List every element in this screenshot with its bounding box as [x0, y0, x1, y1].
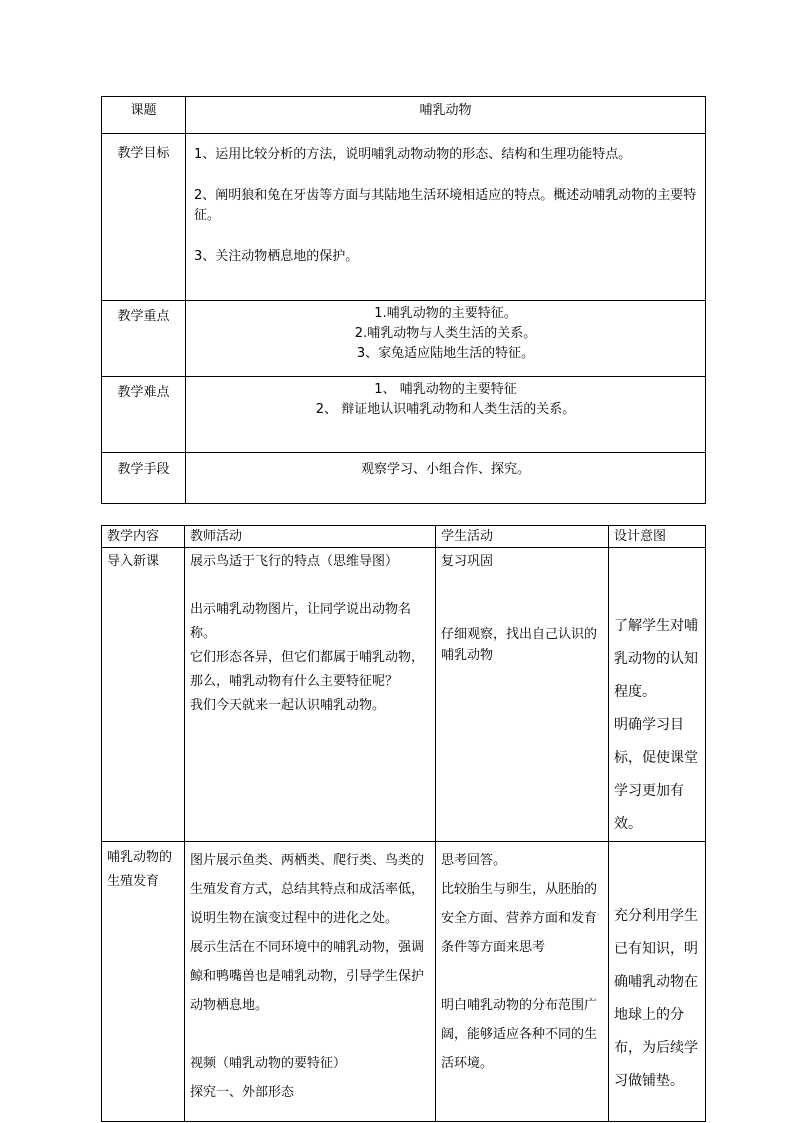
difficulty-item: 2、 辩证地认识哺乳动物和人类生活的关系。 [315, 402, 576, 417]
content-cell: 导入新课 [102, 548, 185, 842]
table-header-row [102, 526, 706, 548]
key-points-cell [186, 301, 706, 377]
objective-item: 3、关注动物栖息地的保护。 [194, 249, 359, 264]
objectives-label: 教学目标 [102, 134, 186, 301]
objective-item: 1、运用比较分析的方法，说明哺乳动物动物的形态、结构和生理功能特点。 [194, 147, 632, 162]
objective-item: 2、阐明狼和兔在牙齿等方面与其陆地生活环境相适应的特点。概述动哺乳动物的主要特征。 [194, 188, 697, 223]
teacher-activity-cell [185, 548, 436, 842]
teacher-step: 展示生活在不同环境中的哺乳动物，强调鲸和鸭嘴兽也是哺乳动物，引导学生保护动物栖息地。 [190, 940, 425, 1013]
student-step: 比较胎生与卵生，从胚胎的安全方面、营养方面和发育条件等方面来思考 [441, 882, 598, 955]
student-step: 仔细观察，找出自己认识的哺乳动物 [441, 627, 598, 663]
teacher-step: 探究一、外部形态 [190, 1085, 295, 1100]
key-points-label: 教学重点 [102, 301, 186, 377]
header-content: 教学内容 [102, 526, 185, 548]
difficulty-item: 1、 哺乳动物的主要特征 [374, 382, 517, 397]
teacher-step: 它们形态各异，但它们都属于哺乳动物，那么，哺乳动物有什么主要特征呢？ [190, 650, 425, 689]
teacher-step: 我们今天就来一起认识哺乳动物。 [190, 698, 386, 713]
teacher-step: 出示哺乳动物图片，让同学说出动物名称。 [190, 602, 412, 641]
key-point-item: 1.哺乳动物的主要特征。 [374, 306, 517, 321]
design-intent-cell [609, 842, 706, 1122]
table-row-intro [102, 548, 706, 842]
teacher-step: 图片展示鱼类、两栖类、爬行类、鸟类的生殖发育方式，总结其特点和成活率低，说明生物在演变过程中的进化之处。 [190, 853, 425, 926]
student-activity-cell [436, 842, 609, 1122]
teacher-step: 展示鸟适于飞行的特点（思维导图） [190, 554, 399, 569]
topic-label: 课题 [102, 97, 186, 134]
topic-value: 哺乳动物 [186, 97, 706, 134]
header-intent: 设计意图 [609, 526, 706, 548]
intent-item: 明确学习目标，促使课堂学习更加有效。 [614, 717, 698, 832]
content-cell: 哺乳动物的生殖发育 [102, 842, 185, 1122]
objectives-cell [186, 134, 706, 301]
methods-row [102, 453, 706, 504]
header-teacher: 教师活动 [185, 526, 436, 548]
teacher-activity-cell [185, 842, 436, 1122]
key-points-row [102, 301, 706, 377]
student-step: 明白哺乳动物的分布范围广阔，能够适应各种不同的生活环境。 [441, 998, 598, 1071]
teacher-step: 视频（哺乳动物的要特征） [190, 1056, 347, 1071]
header-student: 学生活动 [436, 526, 609, 548]
topic-row [102, 97, 706, 134]
difficulties-cell [186, 377, 706, 453]
intent-item: 充分利用学生已有知识，明确哺乳动物在地球上的分布，为后续学习做铺垫。 [614, 908, 698, 1089]
teaching-process-table [101, 525, 706, 1122]
student-step: 思考回答。 [441, 853, 507, 868]
lesson-overview-table [101, 96, 706, 504]
table-row-reproduction [102, 842, 706, 1122]
difficulties-row [102, 377, 706, 453]
objectives-row [102, 134, 706, 301]
intent-item: 了解学生对哺乳动物的认知程度。 [614, 618, 698, 700]
difficulties-label: 教学难点 [102, 377, 186, 453]
design-intent-cell [609, 548, 706, 842]
student-step: 复习巩固 [441, 554, 494, 569]
methods-label: 教学手段 [102, 453, 186, 504]
key-point-item: 2.哺乳动物与人类生活的关系。 [354, 326, 537, 341]
key-point-item: 3、家兔适应陆地生活的特征。 [356, 346, 535, 361]
student-activity-cell [436, 548, 609, 842]
methods-value: 观察学习、小组合作、探究。 [186, 453, 706, 504]
